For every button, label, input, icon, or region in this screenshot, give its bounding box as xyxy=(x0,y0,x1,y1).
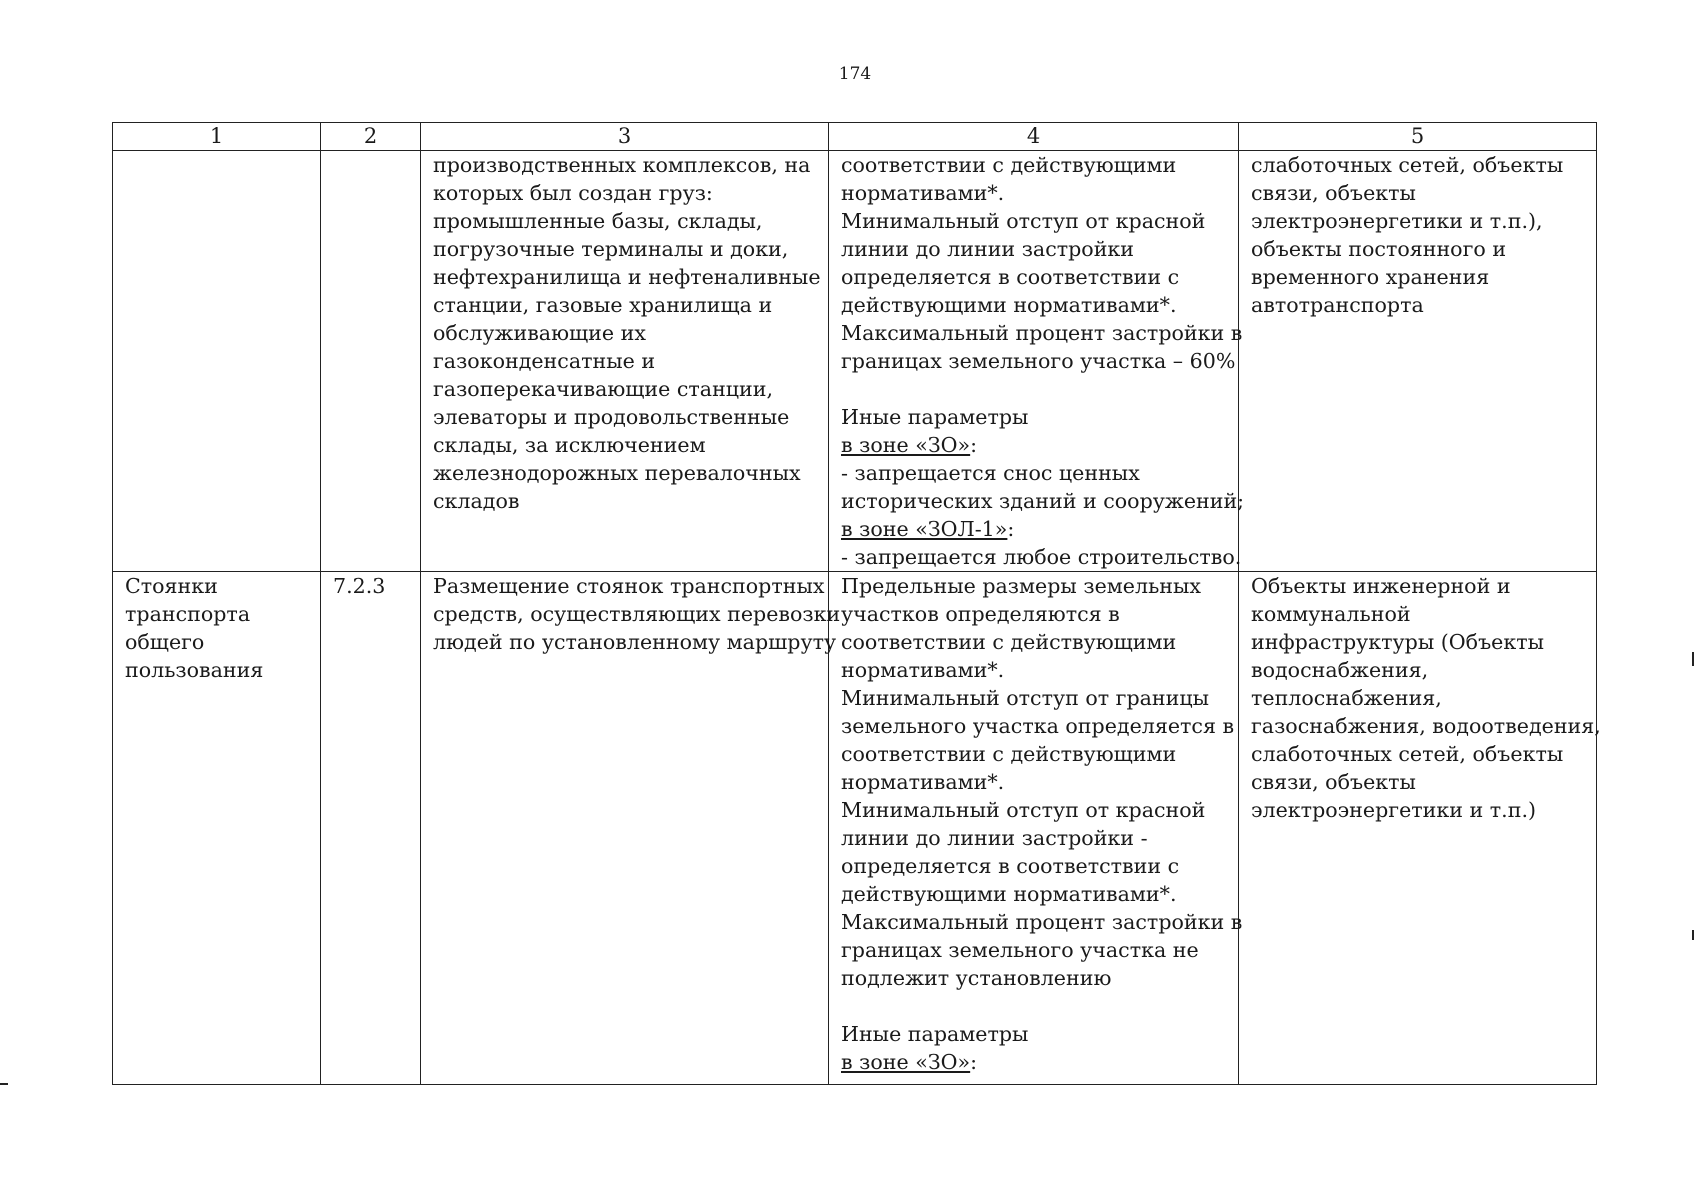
blank-line xyxy=(841,375,1226,403)
text-line: подлежит установлению xyxy=(841,966,1112,990)
text-line: Размещение стоянок транспортных xyxy=(433,574,825,598)
text-line: Минимальный отступ от границы xyxy=(841,686,1210,710)
text-line: слаботочных сетей, объекты xyxy=(1251,742,1564,766)
text-line: железнодорожных перевалочных xyxy=(433,461,801,485)
description-cell xyxy=(421,151,829,572)
blank-line xyxy=(841,992,1226,1020)
text-line: соответствии с действующими xyxy=(841,630,1177,654)
text-line: Минимальный отступ от красной xyxy=(841,209,1206,233)
header-row xyxy=(113,123,1597,151)
text-line: Минимальный отступ от красной xyxy=(841,798,1206,822)
use-code: 7.2.3 xyxy=(333,574,386,598)
text-line: теплоснабжения, xyxy=(1251,686,1442,710)
text-line: линии до линии застройки xyxy=(841,237,1135,261)
text-line: связи, объекты xyxy=(1251,181,1416,205)
text-line: общего xyxy=(125,630,205,654)
text-line: погрузочные терминалы и доки, xyxy=(433,237,789,261)
text-line: нормативами*. xyxy=(841,181,1005,205)
text-line: Максимальный процент застройки в xyxy=(841,321,1243,345)
zone-zol-line: в зоне «ЗОЛ-1»: xyxy=(841,517,1015,541)
header-col-2: 2 xyxy=(321,123,421,151)
parameters-cell xyxy=(829,151,1245,572)
code-cell xyxy=(321,572,421,1085)
page-number: 174 xyxy=(838,64,872,84)
header-col-3: 3 xyxy=(421,123,829,151)
text-line: объекты постоянного и xyxy=(1251,237,1507,261)
scan-artifact-mark xyxy=(0,1083,8,1085)
code-cell xyxy=(321,151,421,572)
other-params-heading: Иные параметры xyxy=(841,1022,1029,1046)
text-line: средств, осуществляющих перевозки xyxy=(433,602,841,626)
text-line: станции, газовые хранилища и xyxy=(433,293,773,317)
text-line: действующими нормативами*. xyxy=(841,293,1177,317)
header-col-1: 1 xyxy=(113,123,321,151)
scan-artifact-mark xyxy=(1692,652,1694,666)
zone-zo-label: в зоне «ЗО» xyxy=(841,433,971,457)
text-line: границах земельного участка – 60% xyxy=(841,349,1236,373)
text-line: исторических зданий и сооружений; xyxy=(841,489,1245,513)
text-line: определяется в соответствии с xyxy=(841,265,1180,289)
text-line: временного хранения xyxy=(1251,265,1490,289)
text-line: действующими нормативами*. xyxy=(841,882,1177,906)
text-line: склады, за исключением xyxy=(433,433,706,457)
text-line: складов xyxy=(433,489,520,513)
text-line: промышленные базы, склады, xyxy=(433,209,763,233)
text-line: электроэнергетики и т.п.), xyxy=(1251,209,1543,233)
text-line: нормативами*. xyxy=(841,770,1005,794)
text-line: пользования xyxy=(125,658,264,682)
scan-artifact-mark xyxy=(1692,930,1694,940)
text-line: - запрещается любое строительство. xyxy=(841,545,1242,569)
table-row xyxy=(113,572,1597,1085)
text-line: газоперекачивающие станции, xyxy=(433,377,774,401)
text-line: Стоянки xyxy=(125,574,218,598)
text-line: слаботочных сетей, объекты xyxy=(1251,153,1564,177)
zone-zol-label: в зоне «ЗОЛ-1» xyxy=(841,517,1008,541)
text-line: людей по установленному маршруту xyxy=(433,630,837,654)
text-line: Предельные размеры земельных xyxy=(841,574,1202,598)
text-line: земельного участка определяется в xyxy=(841,714,1235,738)
table-row xyxy=(113,151,1597,572)
auxiliary-uses-cell xyxy=(1239,151,1597,572)
text-line: границах земельного участка не xyxy=(841,938,1199,962)
text-line: коммунальной xyxy=(1251,602,1411,626)
text-line: которых был создан груз: xyxy=(433,181,713,205)
text-line: определяется в соответствии с xyxy=(841,854,1180,878)
text-line: транспорта xyxy=(125,602,251,626)
other-params-heading: Иные параметры xyxy=(841,405,1029,429)
header-col-5: 5 xyxy=(1239,123,1597,151)
text-line: участков определяются в xyxy=(841,602,1120,626)
description-cell xyxy=(421,572,841,1085)
zone-zo-line: в зоне «ЗО»: xyxy=(841,433,978,457)
use-type-cell xyxy=(113,572,321,1085)
zone-zo-label: в зоне «ЗО» xyxy=(841,1050,971,1074)
text-line: производственных комплексов, на xyxy=(433,153,811,177)
text-line: электроэнергетики и т.п.) xyxy=(1251,798,1537,822)
text-line: - запрещается снос ценных xyxy=(841,461,1140,485)
text-line: элеваторы и продовольственные xyxy=(433,405,790,429)
text-line: автотранспорта xyxy=(1251,293,1424,317)
parameters-cell xyxy=(829,572,1243,1085)
text-line: нефтехранилища и нефтеналивные xyxy=(433,265,821,289)
auxiliary-uses-cell xyxy=(1239,572,1601,1085)
text-line: инфраструктуры (Объекты xyxy=(1251,630,1545,654)
header-col-4: 4 xyxy=(829,123,1239,151)
zone-zo-line: в зоне «ЗО»: xyxy=(841,1050,978,1074)
text-line: линии до линии застройки - xyxy=(841,826,1148,850)
text-line: газоснабжения, водоотведения, xyxy=(1251,714,1601,738)
text-line: связи, объекты xyxy=(1251,770,1416,794)
text-line: Объекты инженерной и xyxy=(1251,574,1511,598)
text-line: соответствии с действующими xyxy=(841,153,1177,177)
use-type-cell xyxy=(113,151,321,572)
text-line: водоснабжения, xyxy=(1251,658,1429,682)
text-line: нормативами*. xyxy=(841,658,1005,682)
text-line: обслуживающие их xyxy=(433,321,646,345)
text-line: газоконденсатные и xyxy=(433,349,656,373)
text-line: Максимальный процент застройки в xyxy=(841,910,1243,934)
text-line: соответствии с действующими xyxy=(841,742,1177,766)
regulations-table xyxy=(112,122,1601,1085)
